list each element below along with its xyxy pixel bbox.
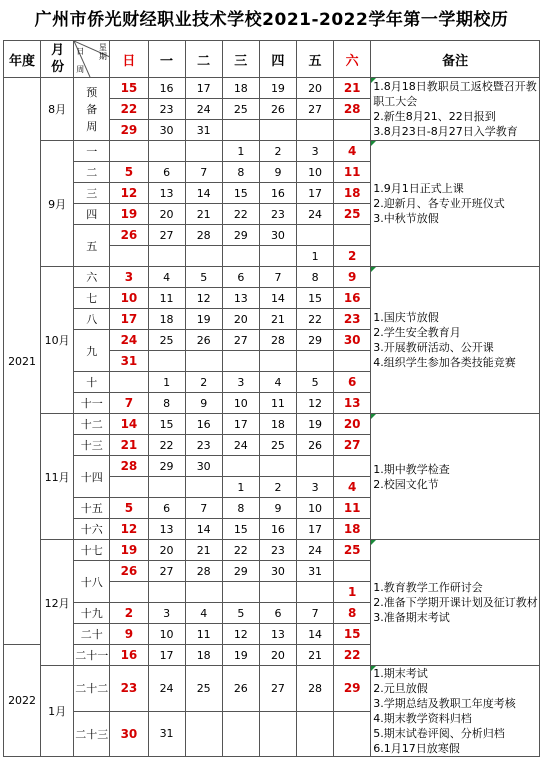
week-number-cell: 二十三 (74, 711, 110, 757)
day-cell-thu: 18 (259, 414, 296, 435)
day-cell-sun: 29 (110, 120, 148, 141)
note-line: 3.学期总结及教职工年度考核 (373, 697, 516, 710)
note-line: 1.国庆节放假 (373, 311, 439, 324)
day-cell-thu: 23 (259, 540, 296, 561)
day-cell-fri: 19 (297, 414, 334, 435)
note-line: 1.期末考试 (373, 667, 428, 680)
day-cell-thu (259, 246, 296, 267)
week-number-cell: 四 (74, 204, 110, 225)
day-cell-sat: 2 (334, 246, 371, 267)
day-cell-fri: 5 (297, 372, 334, 393)
week-number-cell: 五 (74, 225, 110, 267)
week-number-cell: 十八 (74, 561, 110, 603)
day-cell-thu: 14 (259, 288, 296, 309)
header-weekday-label: 星期 (98, 43, 107, 61)
day-cell-wed: 26 (222, 666, 259, 712)
day-cell-tue: 7 (185, 162, 222, 183)
day-cell-sun: 3 (110, 267, 148, 288)
week-number-cell: 六 (74, 267, 110, 288)
day-cell-mon (148, 582, 185, 603)
day-cell-wed: 29 (222, 225, 259, 246)
day-cell-fri: 24 (297, 204, 334, 225)
day-cell-fri: 21 (297, 645, 334, 666)
day-cell-fri: 10 (297, 498, 334, 519)
day-cell-fri: 10 (297, 162, 334, 183)
day-cell-wed: 25 (222, 99, 259, 120)
note-line: 4.组织学生参加各类技能竞赛 (373, 356, 516, 369)
day-cell-mon: 6 (148, 162, 185, 183)
day-cell-mon: 30 (148, 120, 185, 141)
calendar-row (4, 540, 540, 561)
day-cell-mon: 1 (148, 372, 185, 393)
day-cell-sun: 2 (110, 603, 148, 624)
day-cell-mon: 8 (148, 393, 185, 414)
header-mon: 一 (148, 41, 185, 78)
day-cell-thu (259, 711, 296, 757)
day-cell-sat: 4 (334, 477, 371, 498)
day-cell-wed (222, 582, 259, 603)
notes-cell (371, 540, 540, 666)
day-cell-sat: 1 (334, 582, 371, 603)
week-number-cell: 十二 (74, 414, 110, 435)
day-cell-mon: 20 (148, 540, 185, 561)
week-number-cell: 十五 (74, 498, 110, 519)
day-cell-thu: 30 (259, 225, 296, 246)
day-cell-wed (222, 456, 259, 477)
note-line: 4.期末教学资料归档 (373, 712, 472, 725)
day-cell-mon: 4 (148, 267, 185, 288)
day-cell-mon: 15 (148, 414, 185, 435)
day-cell-tue: 28 (185, 561, 222, 582)
comment-marker-icon (371, 141, 376, 146)
header-notes: 备注 (371, 41, 540, 78)
day-cell-sat: 25 (334, 204, 371, 225)
week-number-cell: 二 (74, 162, 110, 183)
day-cell-fri: 29 (297, 330, 334, 351)
day-cell-sat: 29 (334, 666, 371, 712)
day-cell-mon: 16 (148, 78, 185, 99)
day-cell-wed: 22 (222, 540, 259, 561)
header-year: 年度 (4, 41, 41, 78)
note-line: 2.元旦放假 (373, 682, 428, 695)
day-cell-sun: 19 (110, 540, 148, 561)
day-cell-fri (297, 456, 334, 477)
header-month: 月份 (41, 41, 74, 78)
day-cell-mon (148, 141, 185, 162)
day-cell-sun (110, 582, 148, 603)
day-cell-thu: 6 (259, 603, 296, 624)
day-cell-sat: 15 (334, 624, 371, 645)
day-cell-sat: 27 (334, 435, 371, 456)
day-cell-sun: 31 (110, 351, 148, 372)
week-number-cell: 十九 (74, 603, 110, 624)
day-cell-sun: 12 (110, 519, 148, 540)
day-cell-fri: 20 (297, 78, 334, 99)
week-number-cell: 三 (74, 183, 110, 204)
day-cell-mon: 24 (148, 666, 185, 712)
day-cell-fri: 14 (297, 624, 334, 645)
day-cell-mon: 31 (148, 711, 185, 757)
day-cell-wed: 8 (222, 162, 259, 183)
month-cell: 12月 (41, 540, 74, 666)
day-cell-tue: 28 (185, 225, 222, 246)
day-cell-sat: 4 (334, 141, 371, 162)
note-line: 2.新生8月21、22日报到 (373, 110, 496, 123)
day-cell-wed: 1 (222, 477, 259, 498)
day-cell-thu: 13 (259, 624, 296, 645)
day-cell-tue: 30 (185, 456, 222, 477)
header-sat: 六 (334, 41, 371, 78)
day-cell-mon (148, 246, 185, 267)
day-cell-tue: 18 (185, 645, 222, 666)
day-cell-sun: 15 (110, 78, 148, 99)
day-cell-thu: 9 (259, 498, 296, 519)
week-number-label: 预备周 (86, 85, 98, 133)
day-cell-sat: 30 (334, 330, 371, 351)
calendar-row (4, 267, 540, 288)
day-cell-wed: 29 (222, 561, 259, 582)
day-cell-thu: 26 (259, 99, 296, 120)
day-cell-sat (334, 561, 371, 582)
day-cell-mon: 13 (148, 183, 185, 204)
day-cell-tue: 25 (185, 666, 222, 712)
day-cell-fri: 22 (297, 309, 334, 330)
day-cell-fri (297, 351, 334, 372)
note-line: 1.8月18日教职员工返校暨召开教职工大会 (373, 80, 537, 108)
year-cell: 2021 (4, 78, 41, 645)
day-cell-tue (185, 246, 222, 267)
day-cell-wed: 15 (222, 183, 259, 204)
day-cell-fri: 3 (297, 477, 334, 498)
month-cell: 8月 (41, 78, 74, 141)
day-cell-wed: 17 (222, 414, 259, 435)
calendar-row (4, 666, 540, 712)
day-cell-mon: 6 (148, 498, 185, 519)
day-cell-mon: 13 (148, 519, 185, 540)
week-number-cell: 九 (74, 330, 110, 372)
header-sun: 日 (110, 41, 148, 78)
header-wed: 三 (222, 41, 259, 78)
day-cell-tue: 21 (185, 540, 222, 561)
month-cell: 1月 (41, 666, 74, 757)
day-cell-fri: 28 (297, 666, 334, 712)
day-cell-tue: 5 (185, 267, 222, 288)
day-cell-tue: 17 (185, 78, 222, 99)
calendar-row (4, 414, 540, 435)
day-cell-wed (222, 246, 259, 267)
day-cell-fri: 26 (297, 435, 334, 456)
day-cell-mon: 3 (148, 603, 185, 624)
week-number-cell: 十一 (74, 393, 110, 414)
comment-marker-icon (371, 666, 376, 671)
week-number-cell: 十 (74, 372, 110, 393)
day-cell-wed: 27 (222, 330, 259, 351)
week-number-cell: 十七 (74, 540, 110, 561)
header-tue: 二 (185, 41, 222, 78)
day-cell-sat (334, 351, 371, 372)
day-cell-sun (110, 372, 148, 393)
day-cell-sun: 7 (110, 393, 148, 414)
day-cell-sun: 5 (110, 498, 148, 519)
day-cell-thu: 27 (259, 666, 296, 712)
day-cell-sat (334, 711, 371, 757)
day-cell-wed (222, 711, 259, 757)
day-cell-sun: 23 (110, 666, 148, 712)
day-cell-sat: 8 (334, 603, 371, 624)
note-line: 2.学生安全教育月 (373, 326, 461, 339)
day-cell-sat: 18 (334, 519, 371, 540)
day-cell-sat: 9 (334, 267, 371, 288)
day-cell-sun: 21 (110, 435, 148, 456)
day-cell-tue: 9 (185, 393, 222, 414)
day-cell-tue: 16 (185, 414, 222, 435)
week-number-cell: 十六 (74, 519, 110, 540)
note-line: 3.准备期末考试 (373, 611, 450, 624)
day-cell-sat: 11 (334, 498, 371, 519)
day-cell-thu: 7 (259, 267, 296, 288)
day-cell-mon: 27 (148, 225, 185, 246)
day-cell-fri (297, 582, 334, 603)
day-cell-tue (185, 711, 222, 757)
notes-cell (371, 78, 540, 141)
day-cell-thu: 16 (259, 183, 296, 204)
calendar-row (4, 78, 540, 99)
header-week-diagonal (74, 41, 110, 78)
note-line: 2.迎新月、各专业开班仪式 (373, 197, 505, 210)
day-cell-tue (185, 582, 222, 603)
week-number-cell: 二十 (74, 624, 110, 645)
day-cell-sun: 17 (110, 309, 148, 330)
day-cell-tue (185, 477, 222, 498)
week-number-cell: 十四 (74, 456, 110, 498)
header-week-label: 周 (76, 65, 85, 74)
day-cell-thu: 4 (259, 372, 296, 393)
day-cell-wed (222, 120, 259, 141)
day-cell-sun (110, 141, 148, 162)
day-cell-wed: 12 (222, 624, 259, 645)
day-cell-wed: 8 (222, 498, 259, 519)
day-cell-thu (259, 582, 296, 603)
school-calendar-table (3, 40, 540, 757)
day-cell-wed: 18 (222, 78, 259, 99)
day-cell-sun: 12 (110, 183, 148, 204)
day-cell-tue: 14 (185, 183, 222, 204)
day-cell-sat (334, 225, 371, 246)
note-line: 1.教育教学工作研讨会 (373, 581, 483, 594)
day-cell-sat: 25 (334, 540, 371, 561)
day-cell-fri: 31 (297, 561, 334, 582)
day-cell-wed: 24 (222, 435, 259, 456)
day-cell-fri: 3 (297, 141, 334, 162)
day-cell-tue: 4 (185, 603, 222, 624)
week-number-cell: 一 (74, 141, 110, 162)
day-cell-wed: 13 (222, 288, 259, 309)
day-cell-sun: 5 (110, 162, 148, 183)
week-number-cell (74, 78, 110, 141)
day-cell-sun: 10 (110, 288, 148, 309)
day-cell-thu: 16 (259, 519, 296, 540)
day-cell-sun: 9 (110, 624, 148, 645)
day-cell-wed (222, 351, 259, 372)
note-line: 3.开展教研活动、公开课 (373, 341, 494, 354)
page-title: 广州市侨光财经职业技术学校2021-2022学年第一学期校历 (34, 10, 509, 30)
day-cell-sun: 22 (110, 99, 148, 120)
day-cell-sun: 26 (110, 561, 148, 582)
day-cell-fri (297, 711, 334, 757)
month-cell: 11月 (41, 414, 74, 540)
note-line: 1.9月1日正式上课 (373, 182, 464, 195)
day-cell-thu: 20 (259, 645, 296, 666)
day-cell-tue: 19 (185, 309, 222, 330)
week-number-cell: 二十一 (74, 645, 110, 666)
day-cell-mon: 10 (148, 624, 185, 645)
day-cell-thu: 21 (259, 309, 296, 330)
day-cell-tue: 31 (185, 120, 222, 141)
header-day-label: 日 (76, 47, 85, 56)
day-cell-thu: 25 (259, 435, 296, 456)
day-cell-thu: 23 (259, 204, 296, 225)
day-cell-wed: 10 (222, 393, 259, 414)
day-cell-sat: 21 (334, 78, 371, 99)
notes-cell (371, 141, 540, 267)
week-number-cell: 十三 (74, 435, 110, 456)
day-cell-sun: 30 (110, 711, 148, 757)
day-cell-thu: 2 (259, 141, 296, 162)
note-line: 2.校园文化节 (373, 477, 439, 491)
day-cell-fri (297, 225, 334, 246)
day-cell-tue: 14 (185, 519, 222, 540)
notes-cell (371, 267, 540, 414)
day-cell-sun: 19 (110, 204, 148, 225)
day-cell-sat: 13 (334, 393, 371, 414)
day-cell-mon (148, 477, 185, 498)
day-cell-thu: 11 (259, 393, 296, 414)
day-cell-thu (259, 351, 296, 372)
day-cell-fri: 27 (297, 99, 334, 120)
day-cell-sat (334, 456, 371, 477)
day-cell-thu: 30 (259, 561, 296, 582)
notes-cell (371, 666, 540, 757)
calendar-row (4, 141, 540, 162)
day-cell-thu (259, 120, 296, 141)
day-cell-sat: 23 (334, 309, 371, 330)
day-cell-sun: 16 (110, 645, 148, 666)
day-cell-tue: 12 (185, 288, 222, 309)
day-cell-sun: 26 (110, 225, 148, 246)
day-cell-fri: 17 (297, 519, 334, 540)
month-cell: 10月 (41, 267, 74, 414)
day-cell-thu: 2 (259, 477, 296, 498)
day-cell-wed: 15 (222, 519, 259, 540)
comment-marker-icon (371, 78, 376, 83)
day-cell-fri (297, 120, 334, 141)
day-cell-sat: 28 (334, 99, 371, 120)
week-number-cell: 七 (74, 288, 110, 309)
day-cell-wed: 3 (222, 372, 259, 393)
day-cell-wed: 1 (222, 141, 259, 162)
day-cell-wed: 20 (222, 309, 259, 330)
comment-marker-icon (371, 540, 376, 545)
day-cell-sat: 20 (334, 414, 371, 435)
day-cell-sat: 11 (334, 162, 371, 183)
day-cell-tue: 23 (185, 435, 222, 456)
day-cell-tue (185, 351, 222, 372)
day-cell-sun (110, 246, 148, 267)
day-cell-tue: 21 (185, 204, 222, 225)
day-cell-mon: 22 (148, 435, 185, 456)
day-cell-fri: 17 (297, 183, 334, 204)
day-cell-fri: 1 (297, 246, 334, 267)
day-cell-mon: 20 (148, 204, 185, 225)
note-line: 6.1月17日放寒假 (373, 742, 460, 755)
day-cell-fri: 24 (297, 540, 334, 561)
month-cell: 9月 (41, 141, 74, 267)
header-fri: 五 (297, 41, 334, 78)
note-line: 5.期末试卷评阅、分析归档 (373, 727, 505, 740)
day-cell-mon: 17 (148, 645, 185, 666)
header-thu: 四 (259, 41, 296, 78)
day-cell-sun: 28 (110, 456, 148, 477)
day-cell-thu: 19 (259, 78, 296, 99)
day-cell-wed: 19 (222, 645, 259, 666)
day-cell-fri: 8 (297, 267, 334, 288)
day-cell-tue: 24 (185, 99, 222, 120)
day-cell-sun: 14 (110, 414, 148, 435)
day-cell-tue: 26 (185, 330, 222, 351)
day-cell-sun (110, 477, 148, 498)
comment-marker-icon (371, 414, 376, 419)
day-cell-wed: 22 (222, 204, 259, 225)
day-cell-tue: 2 (185, 372, 222, 393)
day-cell-sat: 16 (334, 288, 371, 309)
day-cell-tue: 11 (185, 624, 222, 645)
week-number-cell: 二十二 (74, 666, 110, 712)
day-cell-sat: 18 (334, 183, 371, 204)
day-cell-mon: 11 (148, 288, 185, 309)
year-cell: 2022 (4, 645, 41, 757)
day-cell-fri: 12 (297, 393, 334, 414)
day-cell-mon: 25 (148, 330, 185, 351)
day-cell-fri: 7 (297, 603, 334, 624)
day-cell-fri: 15 (297, 288, 334, 309)
note-line: 2.准备下学期开课计划及征订教材 (373, 596, 538, 609)
day-cell-wed: 5 (222, 603, 259, 624)
week-number-cell: 八 (74, 309, 110, 330)
day-cell-mon: 23 (148, 99, 185, 120)
day-cell-sat: 6 (334, 372, 371, 393)
day-cell-sat: 22 (334, 645, 371, 666)
day-cell-thu: 9 (259, 162, 296, 183)
day-cell-mon (148, 351, 185, 372)
day-cell-thu (259, 456, 296, 477)
note-line: 3.8月23日-8月27日入学教育 (373, 125, 518, 138)
comment-marker-icon (371, 267, 376, 272)
day-cell-mon: 18 (148, 309, 185, 330)
day-cell-wed: 6 (222, 267, 259, 288)
notes-cell (371, 414, 540, 540)
day-cell-tue (185, 141, 222, 162)
note-line: 1.期中教学检查 (373, 462, 450, 476)
day-cell-tue: 7 (185, 498, 222, 519)
day-cell-thu: 28 (259, 330, 296, 351)
day-cell-sun: 24 (110, 330, 148, 351)
note-line: 3.中秋节放假 (373, 212, 439, 225)
day-cell-mon: 27 (148, 561, 185, 582)
day-cell-mon: 29 (148, 456, 185, 477)
day-cell-sat (334, 120, 371, 141)
